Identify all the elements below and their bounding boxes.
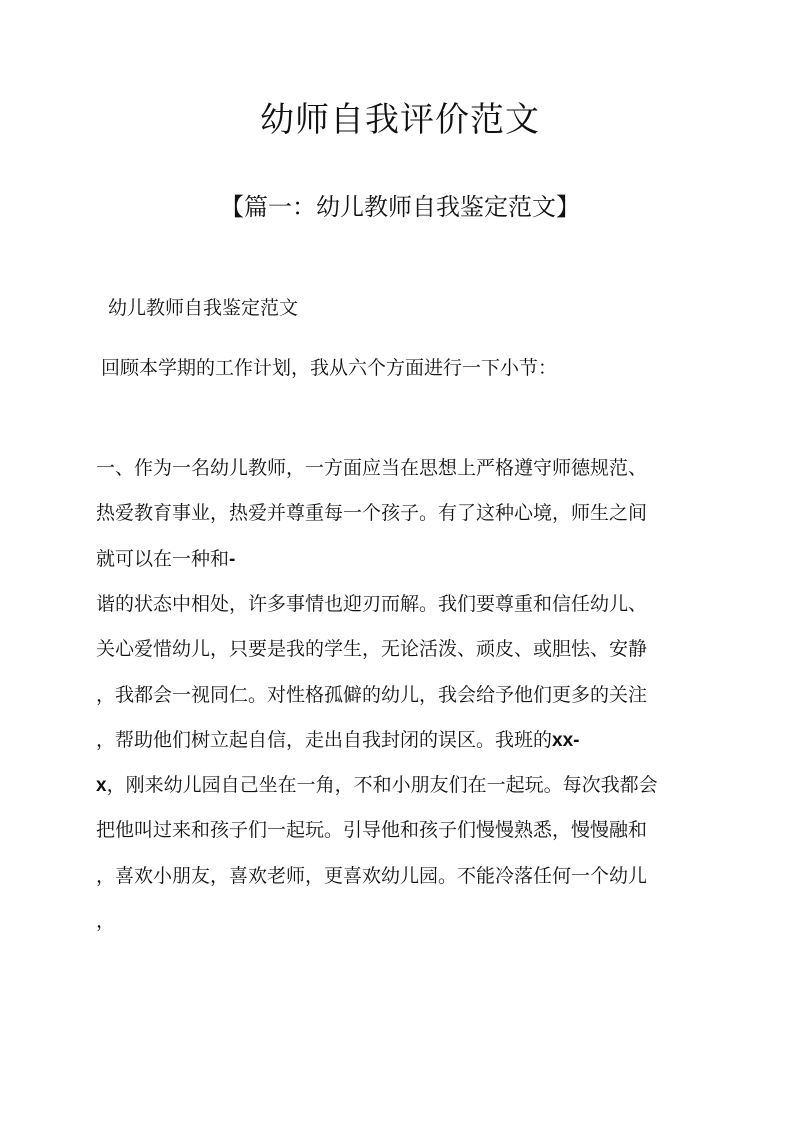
body-line: 就可以在一种和- (96, 548, 236, 570)
body-line: 一、作为一名幼儿教师，一方面应当在思想上严格遵守师德规范、 (96, 457, 648, 479)
section-heading: 幼儿教师自我鉴定范文 (108, 297, 299, 319)
body-line: ， (96, 910, 116, 932)
intro-paragraph: 回顾本学期的工作计划，我从六个方面进行一下小节： (101, 357, 558, 379)
document-title: 幼师自我评价范文 (260, 100, 540, 140)
body-line: ，我都会一视同仁。对性格孤僻的幼儿，我会给予他们更多的关注 (96, 684, 648, 706)
body-line: 把他叫过来和孩子们一起玩。引导他和孩子们慢慢熟悉，慢慢融和 (96, 819, 648, 841)
body-line: x，刚来幼儿园自己坐在一角，不和小朋友们在一起玩。每次我都会 (96, 774, 658, 796)
document-subtitle: 【篇一：幼儿教师自我鉴定范文】 (220, 193, 580, 221)
body-line: 热爱教育事业，热爱并尊重每一个孩子。有了这种心境，师生之间 (96, 502, 648, 524)
body-line: 谐的状态中相处，许多事情也迎刃而解。我们要尊重和信任幼儿、 (96, 593, 648, 615)
body-line: ，帮助他们树立起自信，走出自我封闭的误区。我班的xx- (96, 729, 580, 751)
body-line: ，喜欢小朋友，喜欢老师，更喜欢幼儿园。不能冷落任何一个幼儿 (96, 865, 648, 887)
body-line: 关心爱惜幼儿，只要是我的学生，无论活泼、顽皮、或胆怯、安静 (96, 638, 648, 660)
